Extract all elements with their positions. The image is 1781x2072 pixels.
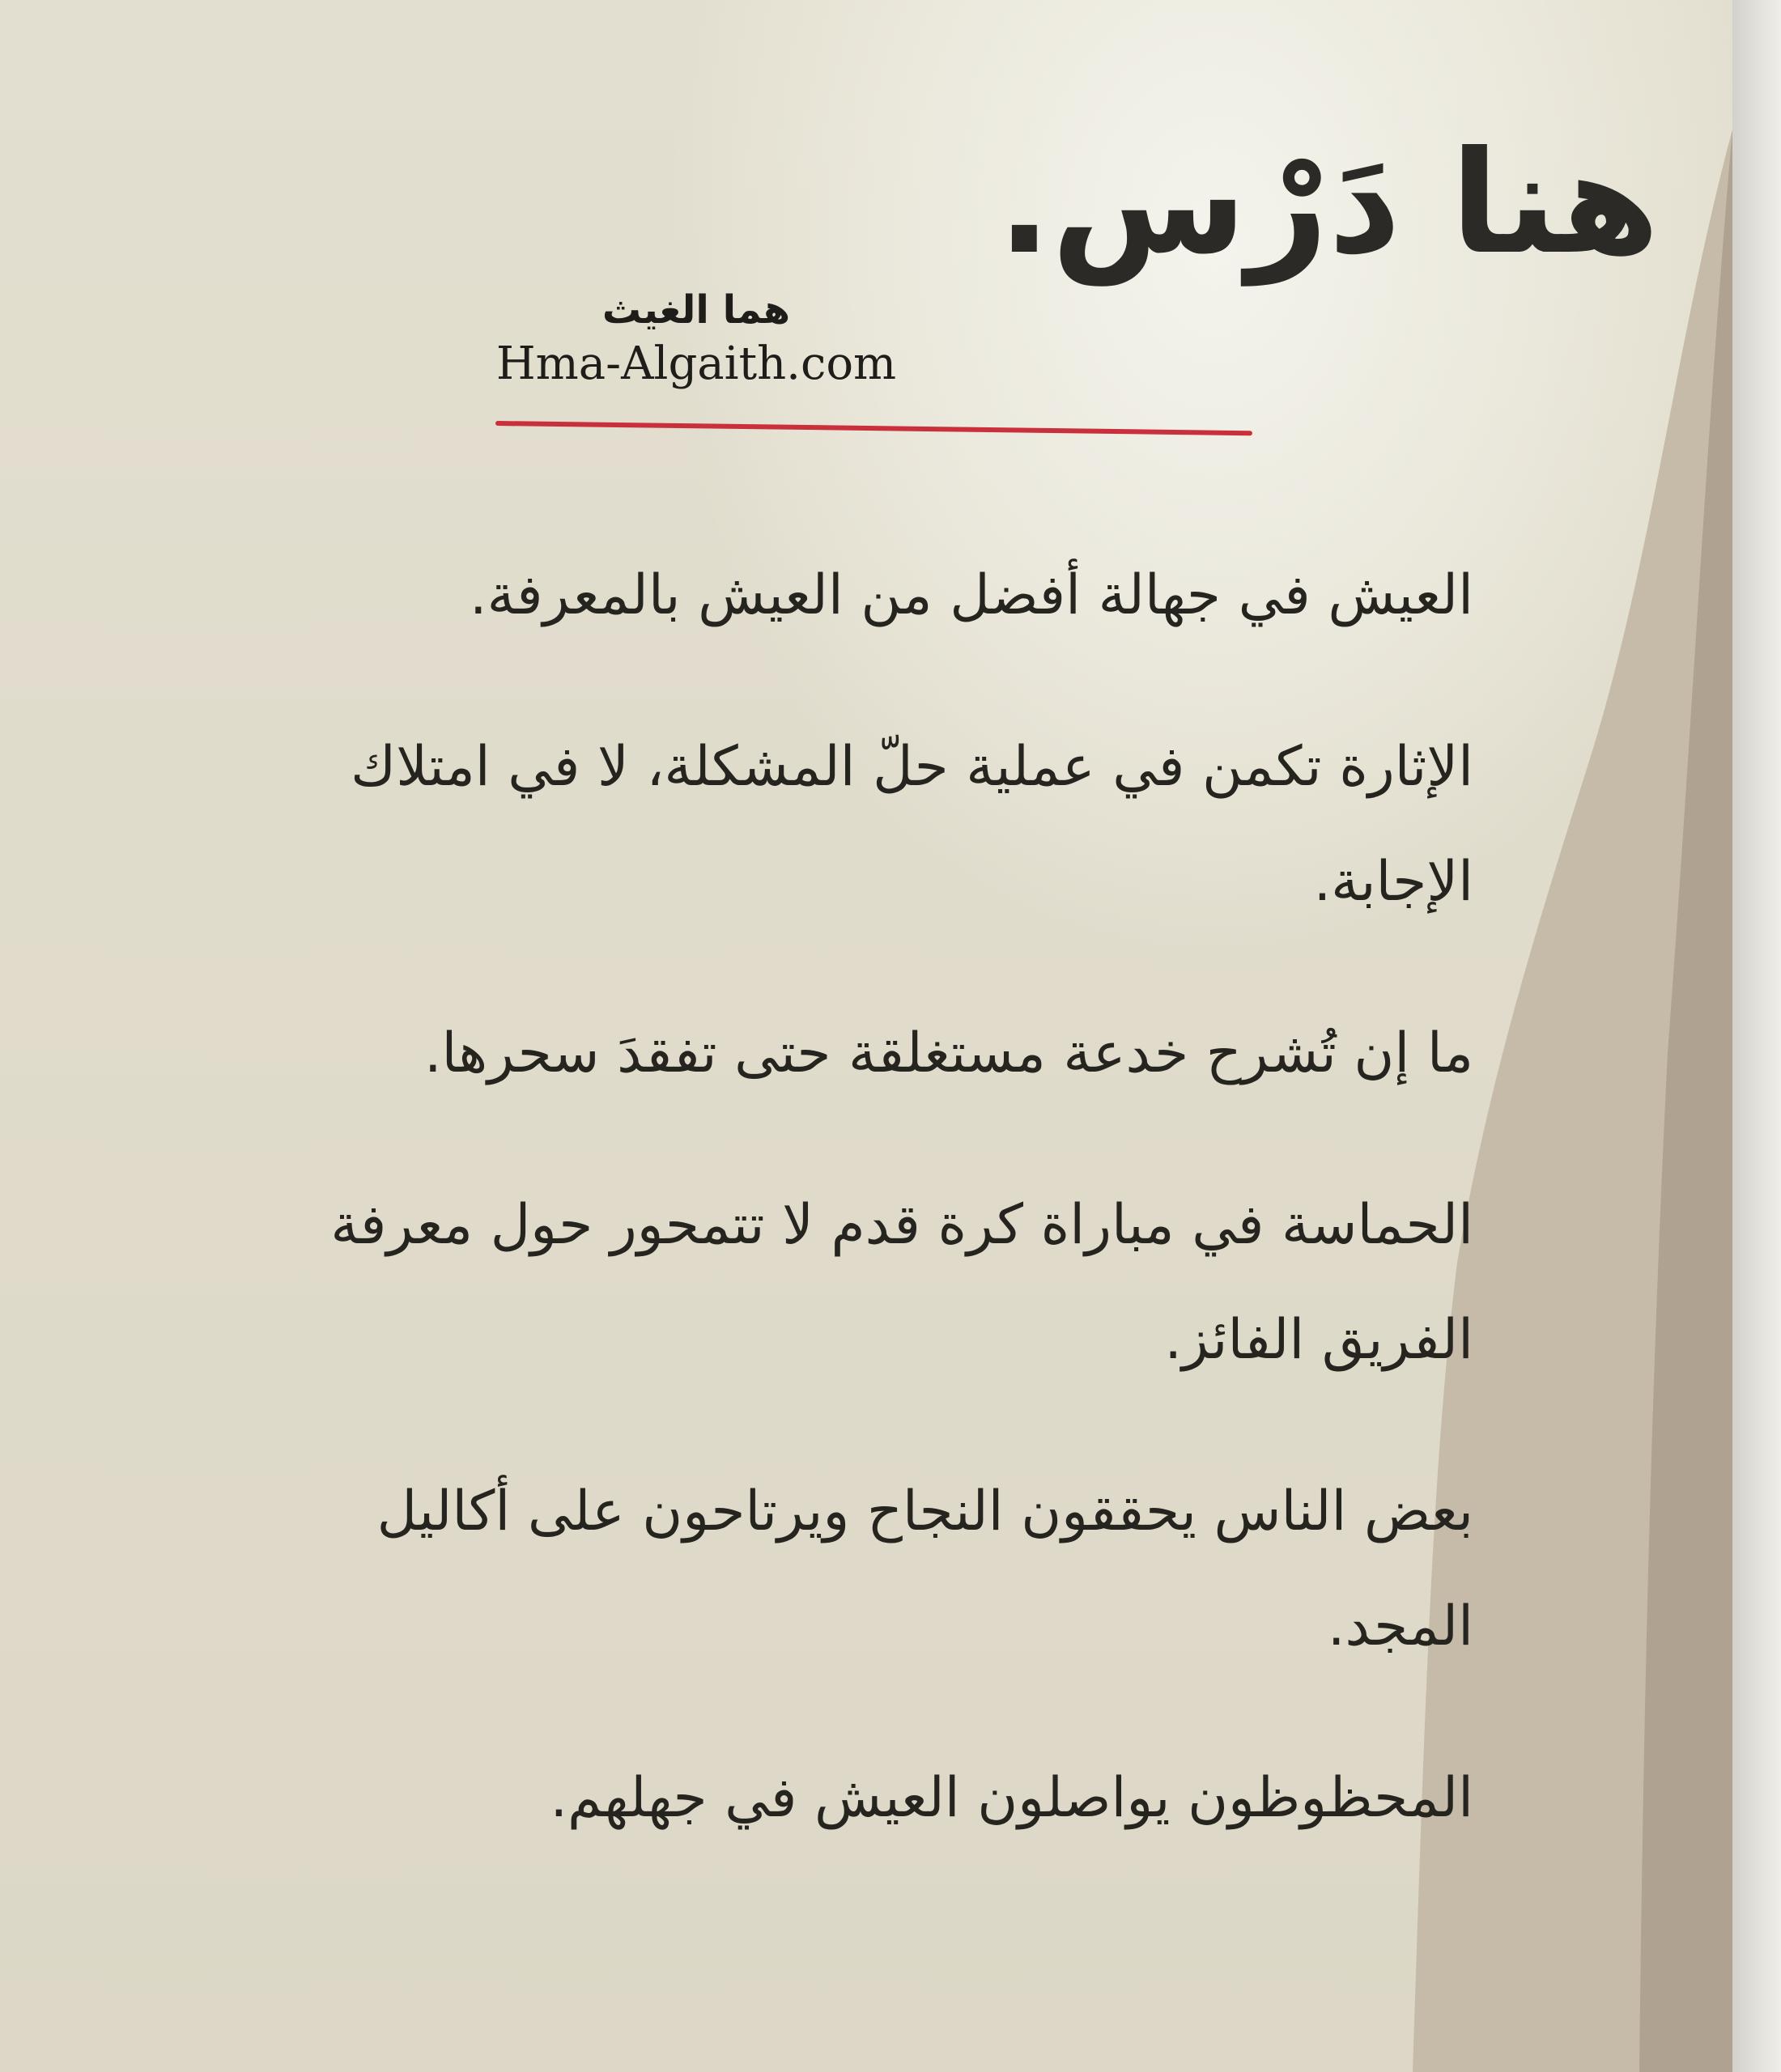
watermark-url: Hma-Algaith.com (495, 338, 897, 390)
body-text (255, 538, 1473, 1913)
paper-edge (1732, 0, 1781, 2072)
paragraph-3: ما إن تُشرح خدعة مستغلقة حتى تفقدَ سحرها. (423, 1021, 1473, 1085)
paragraph-2: الإثارة تكمن في عملية حلّ المشكلة، لا في امتلاك الإجابة. (351, 735, 1473, 914)
watermark (486, 287, 907, 390)
paragraph-1: العيش في جهالة أفضل من العيش بالمعرفة. (469, 563, 1473, 627)
paragraph-5: بعض الناس يحققون النجاح ويرتاحون على أكاليل المجد. (376, 1480, 1473, 1658)
watermark-arabic: هما الغيث (601, 287, 791, 333)
paragraph-4: الحماسة في مباراة كرة قدم لا تتمحور حول معرفة الفريق الفائز. (330, 1193, 1473, 1372)
page-title: هنا دَرْس. (997, 121, 1660, 286)
paragraph-6: المحظوظون يواصلون العيش في جهلهم. (550, 1766, 1473, 1830)
